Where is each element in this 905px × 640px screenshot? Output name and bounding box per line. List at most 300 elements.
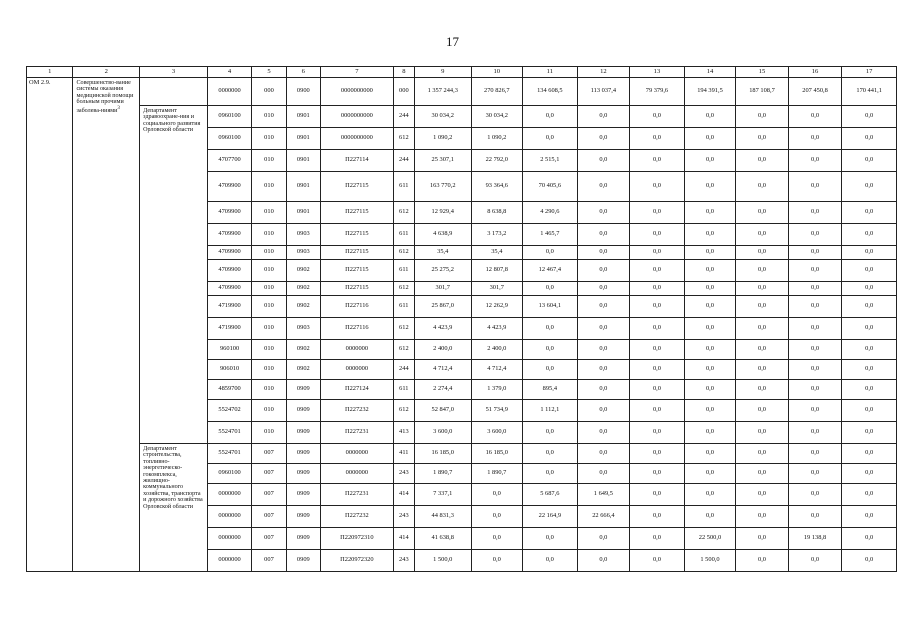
table-cell: П227232 bbox=[320, 506, 393, 528]
table-cell: 44 831,3 bbox=[414, 506, 471, 528]
table-cell: 0,0 bbox=[736, 360, 789, 380]
table-cell: 0000000 bbox=[207, 506, 251, 528]
table-cell: 0,0 bbox=[684, 444, 736, 464]
table-cell: 0,0 bbox=[842, 246, 897, 260]
table-cell: 0,0 bbox=[842, 150, 897, 172]
table-cell: 010 bbox=[252, 380, 286, 400]
table-cell: 0000000000 bbox=[320, 128, 393, 150]
table-cell: 3 600,0 bbox=[414, 422, 471, 444]
table-cell: 0,0 bbox=[523, 528, 578, 550]
table-cell: 0,0 bbox=[577, 444, 630, 464]
table-cell: 0,0 bbox=[684, 296, 736, 318]
table-cell: 0,0 bbox=[684, 464, 736, 484]
table-cell: 4 712,4 bbox=[414, 360, 471, 380]
table-cell: 7 337,1 bbox=[414, 484, 471, 506]
table-cell: 0,0 bbox=[736, 260, 789, 282]
table-cell: 5524701 bbox=[207, 422, 251, 444]
table-cell: 0,0 bbox=[577, 106, 630, 128]
table-cell: 4719900 bbox=[207, 318, 251, 340]
table-cell: 0,0 bbox=[684, 150, 736, 172]
table-cell: П227115 bbox=[320, 246, 393, 260]
table-cell: 010 bbox=[252, 282, 286, 296]
table-cell: 35,4 bbox=[471, 246, 523, 260]
table-cell: 000 bbox=[393, 78, 414, 106]
table-cell: 0,0 bbox=[788, 128, 842, 150]
table-cell: 243 bbox=[393, 506, 414, 528]
table-cell: 0,0 bbox=[684, 224, 736, 246]
table-cell: 611 bbox=[393, 380, 414, 400]
table-cell: 010 bbox=[252, 224, 286, 246]
table-cell: 0,0 bbox=[684, 246, 736, 260]
table-cell: 4709900 bbox=[207, 282, 251, 296]
table-cell: 0,0 bbox=[577, 246, 630, 260]
table-cell: 0,0 bbox=[842, 550, 897, 572]
table-cell: 0,0 bbox=[736, 246, 789, 260]
table-cell: 5524702 bbox=[207, 400, 251, 422]
column-number-cell: 14 bbox=[684, 67, 736, 78]
table-cell: 0960100 bbox=[207, 464, 251, 484]
department-health-cell: Департамент здравоохране-ния и социального развития Орловской области bbox=[140, 106, 208, 444]
table-cell: 1 090,2 bbox=[414, 128, 471, 150]
table-cell: 0,0 bbox=[788, 106, 842, 128]
table-cell: 0,0 bbox=[788, 360, 842, 380]
table-cell: 0,0 bbox=[630, 296, 685, 318]
table-cell: 010 bbox=[252, 128, 286, 150]
table-cell: 0902 bbox=[286, 360, 320, 380]
table-cell: 0,0 bbox=[630, 260, 685, 282]
table-cell: 0,0 bbox=[577, 340, 630, 360]
table-cell: 30 034,2 bbox=[414, 106, 471, 128]
table-cell: 0,0 bbox=[630, 202, 685, 224]
table-cell: 0,0 bbox=[842, 340, 897, 360]
table-cell: 0901 bbox=[286, 150, 320, 172]
table-cell: 1 890,7 bbox=[471, 464, 523, 484]
table-cell: 611 bbox=[393, 224, 414, 246]
table-cell: 0,0 bbox=[577, 128, 630, 150]
table-cell: 1 500,0 bbox=[684, 550, 736, 572]
table-cell: 0,0 bbox=[842, 202, 897, 224]
table-cell: 0909 bbox=[286, 464, 320, 484]
table-cell: 244 bbox=[393, 106, 414, 128]
table-cell: 0903 bbox=[286, 318, 320, 340]
table-cell: 0,0 bbox=[788, 484, 842, 506]
table-cell: 0,0 bbox=[736, 444, 789, 464]
table-cell: 4719900 bbox=[207, 296, 251, 318]
column-number-cell: 8 bbox=[393, 67, 414, 78]
table-cell: 0,0 bbox=[684, 400, 736, 422]
table-cell: 612 bbox=[393, 282, 414, 296]
table-cell: 0901 bbox=[286, 202, 320, 224]
table-cell: 0,0 bbox=[577, 282, 630, 296]
table-cell: 0,0 bbox=[523, 422, 578, 444]
table-cell: 0901 bbox=[286, 106, 320, 128]
table-cell: 1 649,5 bbox=[577, 484, 630, 506]
table-cell: 0,0 bbox=[630, 464, 685, 484]
table-cell: 0,0 bbox=[577, 150, 630, 172]
table-cell: 0,0 bbox=[523, 464, 578, 484]
measure-title-cell bbox=[73, 78, 140, 572]
table-cell: 16 185,0 bbox=[471, 444, 523, 464]
table-cell: 0000000 bbox=[320, 360, 393, 380]
table-cell: 22 792,0 bbox=[471, 150, 523, 172]
table-cell: 0,0 bbox=[788, 550, 842, 572]
table-cell: П227116 bbox=[320, 318, 393, 340]
table-cell: 0,0 bbox=[842, 128, 897, 150]
table-cell: 0903 bbox=[286, 246, 320, 260]
table-cell: 93 364,6 bbox=[471, 172, 523, 202]
table-cell: 4859700 bbox=[207, 380, 251, 400]
table-cell: 0,0 bbox=[736, 484, 789, 506]
table-cell: 0,0 bbox=[842, 464, 897, 484]
table-cell: 895,4 bbox=[523, 380, 578, 400]
column-number-cell: 2 bbox=[73, 67, 140, 78]
table-cell: 007 bbox=[252, 550, 286, 572]
table-cell: 0,0 bbox=[577, 550, 630, 572]
table-cell: 4 423,9 bbox=[414, 318, 471, 340]
table-cell: 0,0 bbox=[736, 202, 789, 224]
table-cell: 0,0 bbox=[630, 444, 685, 464]
table-cell: 0,0 bbox=[523, 550, 578, 572]
table-cell: 0,0 bbox=[630, 172, 685, 202]
table-cell: 30 034,2 bbox=[471, 106, 523, 128]
table-cell: 134 608,5 bbox=[523, 78, 578, 106]
table-cell: 0,0 bbox=[630, 106, 685, 128]
table-cell: 0,0 bbox=[523, 444, 578, 464]
table-cell: 1 357 244,3 bbox=[414, 78, 471, 106]
table-cell: 0,0 bbox=[736, 106, 789, 128]
table-cell: 0,0 bbox=[684, 380, 736, 400]
table-cell: 1 379,0 bbox=[471, 380, 523, 400]
table-cell: 0,0 bbox=[736, 224, 789, 246]
table-cell: 0,0 bbox=[736, 506, 789, 528]
table-cell: 1 500,0 bbox=[414, 550, 471, 572]
table-cell: 000 bbox=[252, 78, 286, 106]
table-row bbox=[27, 106, 897, 128]
table-cell: 0,0 bbox=[577, 260, 630, 282]
table-cell: 0,0 bbox=[842, 296, 897, 318]
table-cell: 243 bbox=[393, 464, 414, 484]
table-cell: П220972320 bbox=[320, 550, 393, 572]
table-cell: 0,0 bbox=[630, 318, 685, 340]
column-number-cell: 1 bbox=[27, 67, 73, 78]
table-cell: 0,0 bbox=[523, 318, 578, 340]
table-cell: 22 666,4 bbox=[577, 506, 630, 528]
table-cell: 0,0 bbox=[523, 282, 578, 296]
table-cell: 010 bbox=[252, 296, 286, 318]
table-cell: 0,0 bbox=[471, 506, 523, 528]
table-cell: 007 bbox=[252, 484, 286, 506]
table-cell: 612 bbox=[393, 128, 414, 150]
table-cell: 0,0 bbox=[684, 506, 736, 528]
table-cell: 2 515,1 bbox=[523, 150, 578, 172]
table-cell: 0,0 bbox=[788, 150, 842, 172]
table-cell: П227231 bbox=[320, 422, 393, 444]
executor-empty-cell bbox=[140, 78, 208, 106]
table-cell: 0,0 bbox=[684, 484, 736, 506]
table-cell: 0,0 bbox=[736, 422, 789, 444]
table-cell: 612 bbox=[393, 202, 414, 224]
table-cell: 0,0 bbox=[577, 422, 630, 444]
table-cell: П227115 bbox=[320, 282, 393, 296]
table-cell: 007 bbox=[252, 444, 286, 464]
table-cell: 0000000 bbox=[320, 464, 393, 484]
table-cell: 0909 bbox=[286, 444, 320, 464]
table-cell: 0,0 bbox=[842, 506, 897, 528]
table-cell: 244 bbox=[393, 150, 414, 172]
table-cell: 0,0 bbox=[577, 224, 630, 246]
table-cell: 007 bbox=[252, 506, 286, 528]
table-cell: 960100 bbox=[207, 340, 251, 360]
table-cell: 0,0 bbox=[842, 422, 897, 444]
budget-table bbox=[26, 66, 897, 572]
table-cell: 0,0 bbox=[577, 318, 630, 340]
table-cell: 010 bbox=[252, 360, 286, 380]
table-cell: 0,0 bbox=[842, 282, 897, 296]
table-cell: 010 bbox=[252, 172, 286, 202]
table-cell: 0,0 bbox=[577, 202, 630, 224]
table-cell: 0,0 bbox=[684, 172, 736, 202]
table-cell: 612 bbox=[393, 340, 414, 360]
table-cell: П227232 bbox=[320, 400, 393, 422]
column-number-cell: 13 bbox=[630, 67, 685, 78]
table-cell: 0,0 bbox=[736, 172, 789, 202]
table-cell: 0,0 bbox=[630, 484, 685, 506]
table-cell: 0,0 bbox=[630, 528, 685, 550]
table-cell: 5 687,6 bbox=[523, 484, 578, 506]
table-cell: 0909 bbox=[286, 550, 320, 572]
table-cell: П227124 bbox=[320, 380, 393, 400]
table-cell: 0,0 bbox=[630, 246, 685, 260]
table-cell: 25 307,1 bbox=[414, 150, 471, 172]
table-cell: 0,0 bbox=[788, 340, 842, 360]
table-cell: 25 867,0 bbox=[414, 296, 471, 318]
table-cell: 0,0 bbox=[788, 422, 842, 444]
table-cell: 0,0 bbox=[788, 246, 842, 260]
table-cell: 0,0 bbox=[842, 224, 897, 246]
table-cell: 301,7 bbox=[471, 282, 523, 296]
table-cell: 612 bbox=[393, 246, 414, 260]
table-cell: 0909 bbox=[286, 380, 320, 400]
table-cell: 0,0 bbox=[684, 282, 736, 296]
table-cell: 611 bbox=[393, 260, 414, 282]
table-cell: 0,0 bbox=[630, 340, 685, 360]
table-cell: 243 bbox=[393, 550, 414, 572]
table-cell: П227114 bbox=[320, 150, 393, 172]
table-row bbox=[27, 444, 897, 464]
measure-footnote: 3 bbox=[117, 105, 120, 111]
table-cell: 0960100 bbox=[207, 106, 251, 128]
table-cell: 0,0 bbox=[736, 318, 789, 340]
table-cell: 0903 bbox=[286, 224, 320, 246]
table-cell: 0,0 bbox=[684, 106, 736, 128]
table-cell: 0,0 bbox=[684, 128, 736, 150]
table-cell: 0901 bbox=[286, 128, 320, 150]
table-cell: 0,0 bbox=[523, 106, 578, 128]
table-cell: 0,0 bbox=[630, 128, 685, 150]
table-cell: 0000000 bbox=[320, 444, 393, 464]
table-cell: 51 734,9 bbox=[471, 400, 523, 422]
table-cell: 52 847,0 bbox=[414, 400, 471, 422]
table-cell: 0,0 bbox=[577, 296, 630, 318]
table-cell: 0,0 bbox=[630, 400, 685, 422]
table-cell: 170 441,1 bbox=[842, 78, 897, 106]
table-cell: 0,0 bbox=[788, 172, 842, 202]
table-cell: 0,0 bbox=[684, 422, 736, 444]
table-cell: 4709900 bbox=[207, 260, 251, 282]
table-cell: 0,0 bbox=[471, 528, 523, 550]
table-cell: 413 bbox=[393, 422, 414, 444]
table-cell: 13 604,1 bbox=[523, 296, 578, 318]
table-cell: 0,0 bbox=[788, 318, 842, 340]
table-cell: 194 391,5 bbox=[684, 78, 736, 106]
table-cell: 0960100 bbox=[207, 128, 251, 150]
table-cell: 611 bbox=[393, 296, 414, 318]
table-cell: 2 400,0 bbox=[414, 340, 471, 360]
table-cell: 0,0 bbox=[577, 400, 630, 422]
table-cell: П227115 bbox=[320, 224, 393, 246]
table-cell: 007 bbox=[252, 464, 286, 484]
table-cell: 207 450,8 bbox=[788, 78, 842, 106]
table-cell: 0900 bbox=[286, 78, 320, 106]
table-cell: 12 929,4 bbox=[414, 202, 471, 224]
table-cell: 8 638,8 bbox=[471, 202, 523, 224]
table-cell: 010 bbox=[252, 400, 286, 422]
table-cell: 4709900 bbox=[207, 246, 251, 260]
table-cell: 0,0 bbox=[523, 246, 578, 260]
table-cell: 411 bbox=[393, 444, 414, 464]
page-number: 17 bbox=[446, 34, 459, 49]
table-cell: П227115 bbox=[320, 172, 393, 202]
department-construction-cell: Департамент строительства, топливно-энергетическо-гокомплекса, жилищно-коммунального хозяйства, транспорта и дорожного хозяйства Орловской области bbox=[140, 444, 208, 572]
table-cell: 0,0 bbox=[523, 340, 578, 360]
table-cell: 12 467,4 bbox=[523, 260, 578, 282]
table-cell: 0000000 bbox=[207, 550, 251, 572]
table-cell: 0,0 bbox=[684, 318, 736, 340]
table-cell: 16 185,0 bbox=[414, 444, 471, 464]
table-cell: 2 400,0 bbox=[471, 340, 523, 360]
table-cell: 0,0 bbox=[788, 400, 842, 422]
table-cell: 0,0 bbox=[788, 260, 842, 282]
table-cell: 4 423,9 bbox=[471, 318, 523, 340]
table-cell: 4 712,4 bbox=[471, 360, 523, 380]
table-cell: 0909 bbox=[286, 506, 320, 528]
table-cell: 3 173,2 bbox=[471, 224, 523, 246]
table-cell: 0,0 bbox=[736, 128, 789, 150]
table-cell: 0,0 bbox=[736, 340, 789, 360]
table-cell: 41 638,8 bbox=[414, 528, 471, 550]
table-cell: 79 379,6 bbox=[630, 78, 685, 106]
column-number-cell: 4 bbox=[207, 67, 251, 78]
table-cell: 906010 bbox=[207, 360, 251, 380]
table-cell: 010 bbox=[252, 106, 286, 128]
table-cell: П227116 bbox=[320, 296, 393, 318]
table-cell: 22 164,9 bbox=[523, 506, 578, 528]
table-cell: 414 bbox=[393, 528, 414, 550]
table-cell: 0000000000 bbox=[320, 78, 393, 106]
table-cell: 010 bbox=[252, 260, 286, 282]
column-number-cell: 5 bbox=[252, 67, 286, 78]
table-cell: 0,0 bbox=[630, 380, 685, 400]
table-cell: 0,0 bbox=[788, 296, 842, 318]
table-cell: 0902 bbox=[286, 340, 320, 360]
table-cell: 0902 bbox=[286, 260, 320, 282]
table-cell: 010 bbox=[252, 318, 286, 340]
table-cell: 010 bbox=[252, 202, 286, 224]
table-cell: 0909 bbox=[286, 400, 320, 422]
table-cell: 0,0 bbox=[842, 106, 897, 128]
measure-code-cell: ОМ 2.9. bbox=[27, 78, 73, 572]
table-cell: 0,0 bbox=[736, 550, 789, 572]
table-cell: П227115 bbox=[320, 202, 393, 224]
table-cell: 0,0 bbox=[577, 360, 630, 380]
table-cell: 0,0 bbox=[842, 444, 897, 464]
column-number-cell: 16 bbox=[788, 67, 842, 78]
measure-title: Совершенство-вание системы оказания медицинской помощи больным прочими заболева-ниями bbox=[76, 80, 134, 114]
table-cell: 414 bbox=[393, 484, 414, 506]
table-cell: 007 bbox=[252, 528, 286, 550]
table-cell: 010 bbox=[252, 422, 286, 444]
table-cell: 163 770,2 bbox=[414, 172, 471, 202]
table-cell: 3 600,0 bbox=[471, 422, 523, 444]
table-cell: 1 112,1 bbox=[523, 400, 578, 422]
table-cell: 0,0 bbox=[630, 224, 685, 246]
table-cell: 187 108,7 bbox=[736, 78, 789, 106]
table-cell: 0,0 bbox=[630, 150, 685, 172]
table-cell: 0,0 bbox=[630, 282, 685, 296]
table-cell: П220972310 bbox=[320, 528, 393, 550]
table-cell: 0,0 bbox=[736, 528, 789, 550]
table-cell: 301,7 bbox=[414, 282, 471, 296]
table-cell: 0,0 bbox=[471, 550, 523, 572]
table-cell: 0,0 bbox=[630, 360, 685, 380]
table-cell: 4 290,6 bbox=[523, 202, 578, 224]
table-cell: 0,0 bbox=[471, 484, 523, 506]
table-cell: 0000000000 bbox=[320, 106, 393, 128]
column-number-cell: 15 bbox=[736, 67, 789, 78]
table-cell: 113 037,4 bbox=[577, 78, 630, 106]
table-cell: 010 bbox=[252, 246, 286, 260]
table-cell: 612 bbox=[393, 400, 414, 422]
table-cell: 0,0 bbox=[523, 128, 578, 150]
table-cell: 270 826,7 bbox=[471, 78, 523, 106]
table-cell: 4709900 bbox=[207, 224, 251, 246]
table-cell: 0,0 bbox=[736, 282, 789, 296]
table-cell: 0,0 bbox=[523, 360, 578, 380]
table-cell: 25 275,2 bbox=[414, 260, 471, 282]
table-cell: 0,0 bbox=[577, 172, 630, 202]
table-cell: 0,0 bbox=[788, 202, 842, 224]
table-cell: 244 bbox=[393, 360, 414, 380]
column-number-cell: 7 bbox=[320, 67, 393, 78]
table-cell: 12 807,8 bbox=[471, 260, 523, 282]
table-cell: 0909 bbox=[286, 422, 320, 444]
table-cell: 0,0 bbox=[630, 550, 685, 572]
table-cell: 4 638,9 bbox=[414, 224, 471, 246]
table-cell: 0000000 bbox=[207, 78, 251, 106]
table-cell: 0000000 bbox=[207, 528, 251, 550]
table-cell: 0,0 bbox=[577, 380, 630, 400]
table-cell: 19 138,8 bbox=[788, 528, 842, 550]
table-cell: 0,0 bbox=[842, 318, 897, 340]
table-cell: П227115 bbox=[320, 260, 393, 282]
column-number-cell: 11 bbox=[523, 67, 578, 78]
table-cell: 010 bbox=[252, 150, 286, 172]
table-cell: 0,0 bbox=[630, 422, 685, 444]
table-cell: 1 890,7 bbox=[414, 464, 471, 484]
table-cell: 2 274,4 bbox=[414, 380, 471, 400]
table-cell: 0000000 bbox=[207, 484, 251, 506]
table-cell: 0901 bbox=[286, 172, 320, 202]
